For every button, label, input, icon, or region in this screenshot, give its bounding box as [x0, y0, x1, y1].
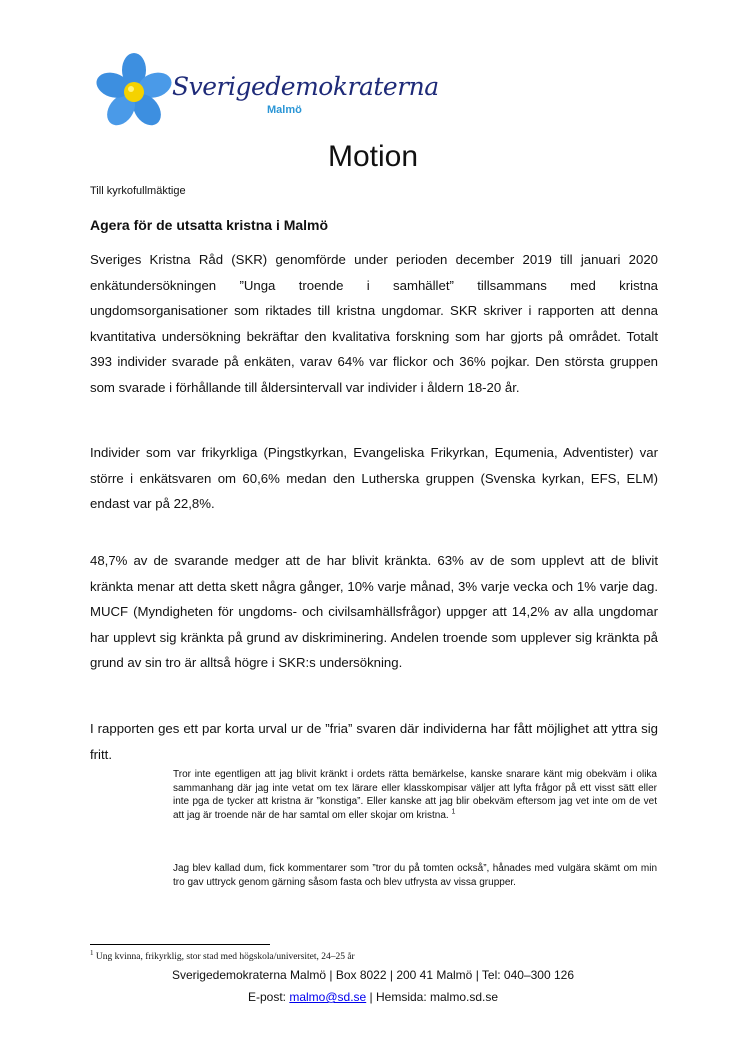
paragraph-1: Sveriges Kristna Råd (SKR) genomförde under perioden december 2019 till januari 2020 enkätundersökningen ”Unga troende i samhället” tillsammans med kristna ungdomsorganisationer som riktades till kristna ungdomar. SKR skriver i rapporten att denna kvantitativa undersökning bekräftar den kvalitativa forskning som har gjorts på området. Totalt 393 individer svarade på enkäten, varav 64% var flickor och 36% pojkar. Den största gruppen som svarade i förhållande till åldersintervall var individer i åldern 18-20 år. [90, 252, 658, 395]
quote-1 [173, 768, 657, 822]
footnote-text: Ung kvinna, frikyrklig, stor stad med högskola/universitet, 24–25 år [95, 952, 355, 962]
logo-subtitle: Malmö [267, 104, 302, 116]
document-title: Motion [327, 140, 419, 173]
footer-address: Sverigedemokraterna Malmö | Box 8022 | 200 41 Malmö | Tel: 040–300 126 [171, 968, 575, 982]
paragraph-2: Individer som var frikyrkliga (Pingstkyrkan, Evangeliska Frikyrkan, Equmenia, Adventister) var större i enkätsvaren om 60,6% medan den Lutherska gruppen (Svenska kyrkan, EFS, ELM) endast var på 22,8%. [90, 445, 658, 511]
recipient-line: Till kyrkofullmäktige [90, 185, 186, 197]
footnote-ref: 1 [451, 808, 456, 816]
footnote-divider [90, 944, 270, 945]
motion-heading: Agera för de utsatta kristna i Malmö [90, 217, 329, 233]
website-label: | Hemsida: malmo.sd.se [366, 990, 499, 1004]
quote-2: Jag blev kallad dum, fick kommentarer som ”tror du på tomten också”, hånades med vulgära skämt om min tro gav uttryck genom gärning såsom fasta och blev utfrysta av vissa grupper. [173, 863, 657, 888]
party-logo [92, 52, 439, 132]
email-label: E-post: [247, 990, 290, 1004]
logo-wordmark: Sverigedemokraterna [172, 72, 439, 101]
paragraph-3: 48,7% av de svarande medger att de har blivit kränkta. 63% av de som upplevt att de blivit kränkta menar att detta skett några gånger, 10% varje månad, 3% varje vecka och 1% varje dag. MUCF (Myndigheten för ungdoms- och civilsamhällsfrågor) uppger att 14,2% av alla ungdomar har upplevt sig kränkta på grund av diskriminering. Andelen troende som upplever sig kränkta på grund av sin tro är alltså högre i SKR:s undersökning. [90, 553, 658, 670]
paragraph-4: I rapporten ges ett par korta urval ur de ”fria” svaren där individerna har fått möjlighet att yttra sig fritt. [90, 721, 658, 762]
flower-icon [92, 52, 182, 132]
email-link[interactable]: malmo@sd.se [289, 990, 367, 1004]
footnote-number: 1 [90, 948, 94, 957]
quote-1-text: Tror inte egentligen att jag blivit kränkt i ordets rätta bemärkelse, kanske snarare känt mig obekväm i olika sammanhang där jag inte vetat om tex lärare eller klasskompisar väljer att lyfta frågor på ett visst sätt eller inte pga de tycker att kristna är ”konstiga”. Eller kanske att jag blir obekväm eftersom jag vet inte om de vet att jag är troende när de har samtal om eller skojar om kristna. [173, 769, 657, 821]
footnote [90, 948, 355, 962]
footer-contact [0, 990, 746, 1004]
